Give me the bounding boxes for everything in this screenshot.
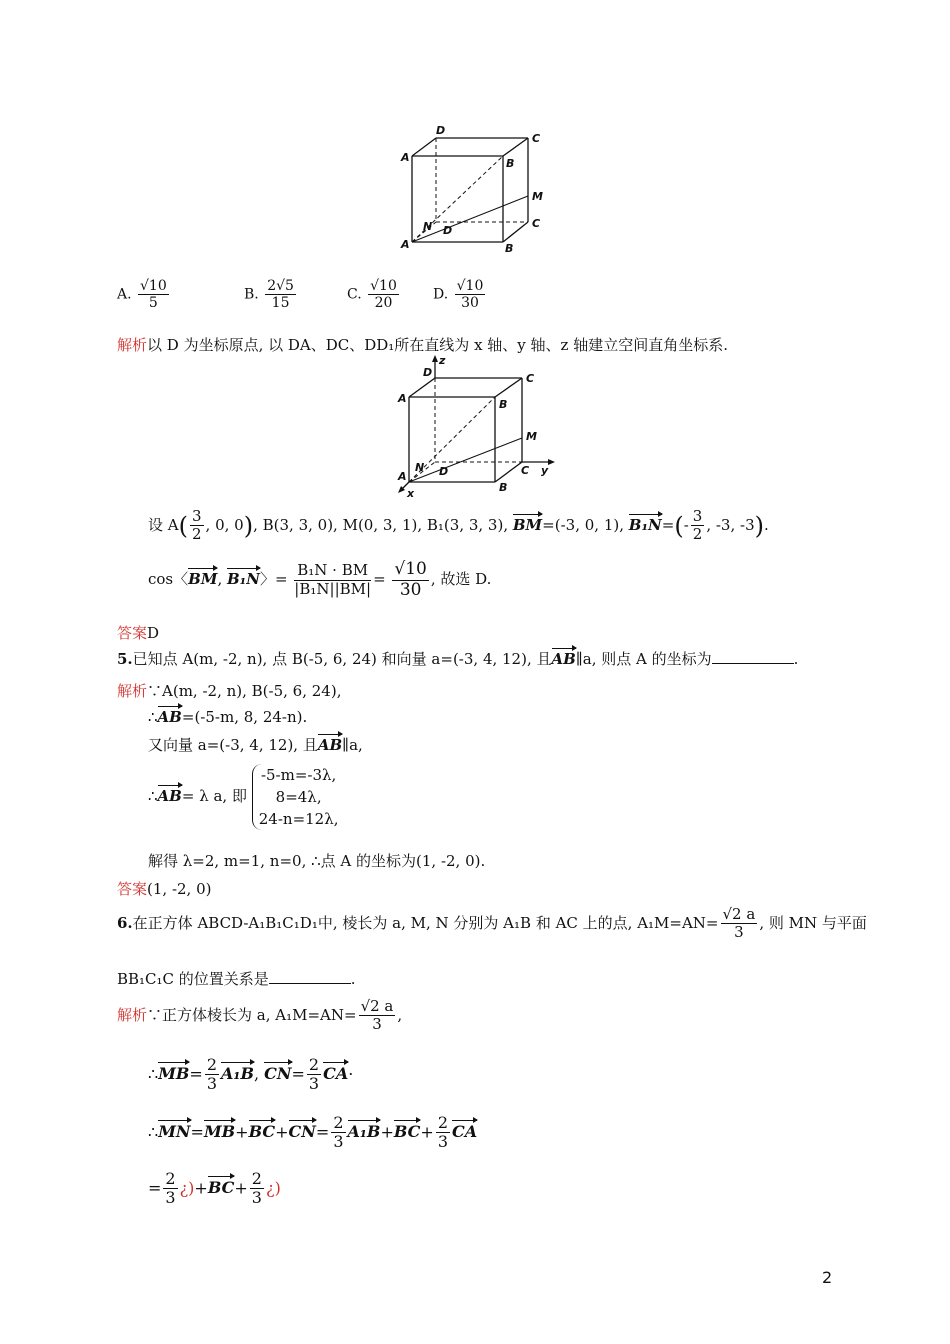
q4-cos: cos〈BM, B₁N〉= $\frac{\text{B₁N · BM}}{\text{|B₁N||BM|}}$ = $\frac{√10}{30}$ , 故选 D. (148, 559, 492, 600)
q5-analysis-3: 又向量 a=(-3, 4, 12), 且AB∥a, (148, 732, 363, 755)
q5-answer: 答案(1, -2, 0) (117, 880, 212, 898)
label2-d1: D (423, 366, 433, 379)
label-d: D (443, 224, 453, 237)
q5-stem: 5.已知点 A(m, -2, n), 点 B(-5, 6, 24) 和向量 a=(-3, 4, 12), 且AB∥a, 则点 A 的坐标为 . (117, 646, 798, 669)
cube-figure-1 (398, 122, 558, 257)
q6-stem: 6.在正方体 ABCD-A₁B₁C₁D₁中, 棱长为 a, M, N 分别为 A₁B 和 AC 上的点, A₁M=AN= $\frac{√2 a}{3}$ , 则 MN 与平面 (117, 905, 867, 942)
page-number: 2 (822, 1268, 833, 1287)
axis-z-label: z (439, 354, 446, 367)
label2-b: B (499, 481, 508, 494)
q5-analysis-5: 解得 λ=2, m=1, n=0, ∴点 A 的坐标为(1, -2, 0). (148, 852, 486, 870)
q6-analysis-2: ∴MB= $\frac{2}{3}$ A₁B, CN= $\frac{2}{3}$ CA· (148, 1055, 354, 1094)
label-m: M (532, 190, 543, 203)
label-c: C (532, 217, 541, 230)
label-b1: B (506, 157, 515, 170)
label2-d: D (439, 465, 449, 478)
cube-figure-2 (395, 352, 560, 500)
label-c1: C (532, 132, 541, 145)
q6-analysis-3: ∴MN=MB+BC+CN= $\frac{2}{3}$ A₁B+BC+ $\frac{2}{3}$ CA (148, 1113, 478, 1152)
choice-c: C. $\frac{√10}{20}$ (347, 278, 397, 312)
label-n: N (423, 220, 433, 233)
choice-a: A. $\frac{√10}{5}$ (117, 278, 167, 312)
label2-b1: B (499, 398, 508, 411)
label2-c: C (521, 464, 530, 477)
label2-a1: A (398, 392, 407, 405)
label-d1: D (436, 124, 446, 137)
choice-b: B. $\frac{2√5}{15}$ (244, 278, 294, 312)
q4-coords: 设 A( $\frac{3}{2}$ , 0, 0), B(3, 3, 0), M(0, 3, 1), B₁(3, 3, 3), BM=(-3, 0, 1), B₁N=(- $\frac{3}{2}$ , -3, -3). (148, 507, 769, 544)
q6-analysis-1: 解析∵正方体棱长为 a, A₁M=AN= $\frac{√2 a}{3}$ , (117, 997, 403, 1034)
label2-c1: C (526, 372, 535, 385)
equation-system: -5-m=-3λ, 8=4λ, 24-n=12λ, (252, 764, 339, 830)
vec-bm: BM (513, 512, 542, 534)
analysis-label: 解析 (117, 336, 148, 354)
label2-m: M (526, 430, 537, 443)
q5-analysis-4: ∴AB= λ a, 即 -5-m=-3λ, 8=4λ, 24-n=12λ, (148, 766, 339, 828)
q5-analysis-1: 解析∵A(m, -2, n), B(-5, 6, 24), (117, 682, 342, 700)
q6-analysis-4: = $\frac{2}{3}$ ¿)+BC+ $\frac{2}{3}$ ¿) (148, 1169, 281, 1208)
label-a1: A (401, 151, 410, 164)
answer-blank[interactable] (712, 663, 794, 664)
label-b: B (505, 242, 514, 255)
q5-analysis-2: ∴AB=(-5-m, 8, 24-n). (148, 704, 307, 726)
label2-n: N (415, 461, 425, 474)
label-a: A (401, 238, 410, 251)
q6-stem-2: BB₁C₁C 的位置关系是 . (117, 970, 356, 988)
q4-analysis: 解析以 D 为坐标原点, 以 DA、DC、DD₁所在直线为 x 轴、y 轴、z 轴建立空间直角坐标系. (117, 336, 728, 354)
answer-blank-2[interactable] (269, 983, 351, 984)
axis-x-label: x (407, 487, 415, 500)
axis-y-label: y (541, 464, 549, 477)
choice-d: D. $\frac{√10}{30}$ (433, 278, 484, 312)
label2-a: A (398, 470, 407, 483)
vec-b1n: B₁N (629, 512, 662, 534)
q4-answer: 答案D (117, 624, 160, 642)
